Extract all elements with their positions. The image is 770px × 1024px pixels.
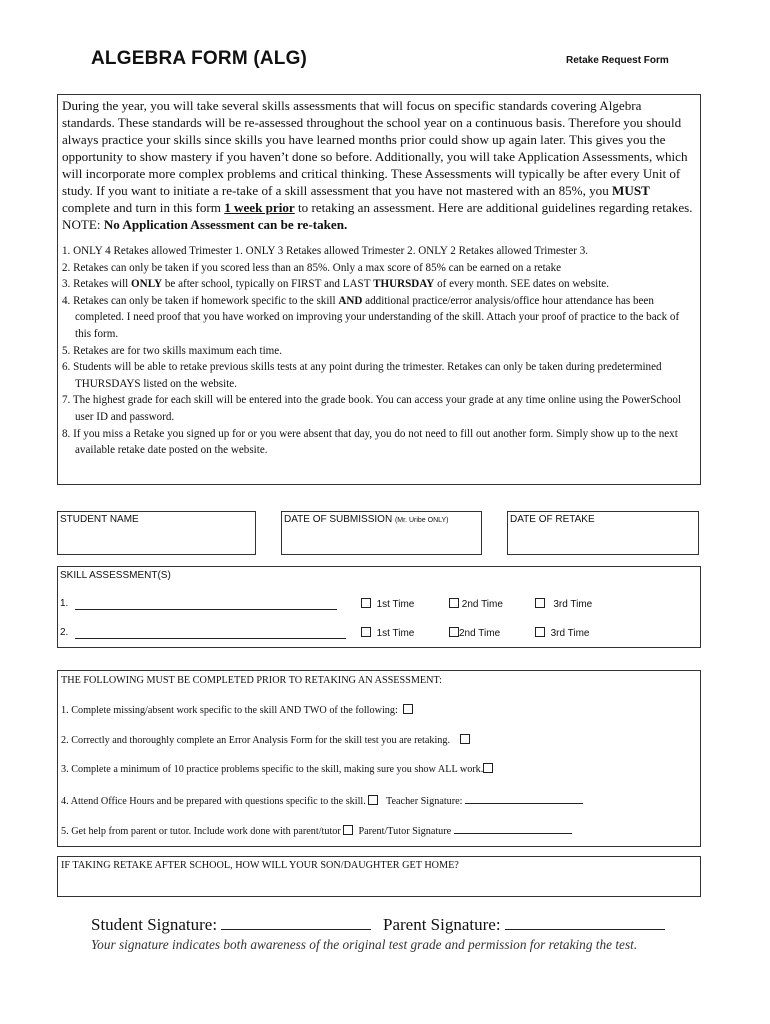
form-subtitle: Retake Request Form: [566, 55, 669, 66]
skill-1-second-time[interactable]: 2nd Time: [449, 598, 503, 610]
skill-1-first-time[interactable]: 1st Time: [361, 598, 414, 610]
parent-tutor-signature-label: Parent/Tutor Signature: [358, 826, 452, 837]
teacher-signature-label: Teacher Signature:: [386, 796, 463, 807]
intro-paragraph: [62, 97, 696, 233]
student-signature-label: Student Signature:: [91, 915, 218, 934]
rule-item: 1. ONLY 4 Retakes allowed Trimester 1. ONLY 3 Retakes allowed Trimester 2. ONLY 2 Retakes allowed Trimester 3.: [62, 245, 589, 257]
parent-tutor-signature-line[interactable]: [454, 823, 572, 834]
intro-text-2: complete and turn in this form: [62, 200, 225, 215]
teacher-signature-line[interactable]: [465, 793, 583, 804]
date-of-submission-label: DATE OF SUBMISSION: [284, 514, 393, 525]
requirement-3: 3. Complete a minimum of 10 practice problems specific to the skill, making sure you show ALL work.: [61, 763, 493, 775]
skill-2-input[interactable]: [75, 626, 346, 644]
checkbox[interactable]: [361, 627, 371, 637]
checkbox[interactable]: [535, 598, 545, 608]
requirements-heading: THE FOLLOWING MUST BE COMPLETED PRIOR TO RETAKING AN ASSESSMENT:: [61, 675, 443, 686]
date-of-submission-field[interactable]: [281, 511, 482, 555]
rule-item: 8. If you miss a Retake you signed up for or you were absent that day, you do not need to fill out another form. Simply show up to the next available retake date posted on the website.: [62, 427, 678, 457]
requirement-5: 5. Get help from parent or tutor. Include work done with parent/tutor Parent/Tutor Signature: [61, 823, 572, 837]
checkbox[interactable]: [368, 795, 378, 805]
getting-home-field[interactable]: [57, 856, 701, 897]
checkbox[interactable]: [483, 763, 493, 773]
requirement-2: 2. Correctly and thoroughly complete an Error Analysis Form for the skill test you are retaking.: [61, 734, 470, 746]
intro-week-prior: 1 week prior: [224, 200, 295, 215]
rule-item: 2. Retakes can only be taken if you scored less than an 85%. Only a max score of 85% can be earned on a retake: [62, 261, 562, 274]
parent-signature-line[interactable]: [505, 915, 665, 930]
skill-2-second-time[interactable]: 2nd Time: [449, 627, 500, 639]
intro-text-1: During the year, you will take several skills assessments that will focus on specific standards covering Algebra standards. These standards will be re-assessed throughout the school year on a continuous basis. Therefore you should always practice your skills since skills you have learned months prior could show up again later. This gives you the opportunity to show mastery if you haven’t done so before. Additionally, you will take Application Assessments, which will incorporate more complex problems and critical thinking. These Assessments will typically be after every Unit of study. If you want to initiate a re-take of a skill assessment that you have not mastered with an 85%, you: [62, 98, 688, 198]
intro-must: MUST: [612, 183, 650, 198]
student-signature-line[interactable]: [221, 915, 371, 930]
checkbox[interactable]: [535, 627, 545, 637]
date-of-retake-label: DATE OF RETAKE: [510, 514, 595, 525]
checkbox[interactable]: [361, 598, 371, 608]
intro-note-bold: No Application Assessment can be re-taken.: [103, 217, 348, 232]
student-signature[interactable]: [91, 915, 371, 935]
intro-text-3: to retaking an assessment. Here are additional guidelines regarding retakes. NOTE:: [62, 200, 693, 232]
requirement-1: 1. Complete missing/absent work specific to the skill AND TWO of the following:: [61, 704, 413, 716]
skill-1-third-time[interactable]: 3rd Time: [535, 598, 592, 610]
getting-home-question: IF TAKING RETAKE AFTER SCHOOL, HOW WILL YOUR SON/DAUGHTER GET HOME?: [61, 860, 459, 871]
skill-row-1-number: 1.: [60, 598, 69, 609]
rules-list: [62, 243, 696, 459]
skill-2-third-time[interactable]: 3rd Time: [535, 627, 589, 639]
checkbox[interactable]: [403, 704, 413, 714]
requirement-4: 4. Attend Office Hours and be prepared with questions specific to the skill. Teacher Signature:: [61, 793, 583, 807]
rule-item: 5. Retakes are for two skills maximum each time.: [62, 344, 282, 357]
rule-item: 7. The highest grade for each skill will be entered into the grade book. You can access your grade at any time online using the PowerSchool user ID and password.: [62, 394, 682, 423]
date-of-submission-note: (Mr. Uribe ONLY): [394, 517, 449, 524]
parent-signature-label: Parent Signature:: [383, 915, 501, 934]
checkbox[interactable]: [343, 825, 353, 835]
rule-item: 3. Retakes will ONLY be after school, typically on FIRST and LAST THURSDAY of every month. SEE dates on website.: [62, 278, 610, 291]
signature-note: Your signature indicates both awareness of the original test grade and permission for retaking the test.: [91, 937, 638, 952]
skill-1-input[interactable]: [75, 597, 337, 615]
skill-2-first-time[interactable]: 1st Time: [361, 627, 414, 639]
date-of-retake-field[interactable]: [507, 511, 699, 555]
instructions-box: [57, 94, 701, 485]
student-name-label: STUDENT NAME: [60, 514, 139, 525]
checkbox[interactable]: [449, 598, 459, 608]
checkbox[interactable]: [460, 734, 470, 744]
checkbox[interactable]: [449, 627, 459, 637]
student-name-field[interactable]: [57, 511, 256, 555]
page-title: ALGEBRA FORM (ALG): [91, 48, 308, 69]
rule-item: 4. Retakes can only be taken if homework specific to the skill AND additional practice/error analysis/office hour attendance has been completed. I need proof that you have worked on improving your understanding of the skill. Attach your proof of practice to the back of this form.: [62, 294, 680, 340]
skill-row-2-number: 2.: [60, 627, 69, 638]
skill-assessment-heading: SKILL ASSESSMENT(S): [60, 570, 171, 581]
rule-item: 6. Students will be able to retake previous skills tests at any point during the trimester. Retakes can only be taken during predetermined THURSDAYS listed on the website.: [62, 361, 662, 390]
parent-signature[interactable]: [383, 915, 665, 935]
requirements-box: [57, 670, 701, 847]
